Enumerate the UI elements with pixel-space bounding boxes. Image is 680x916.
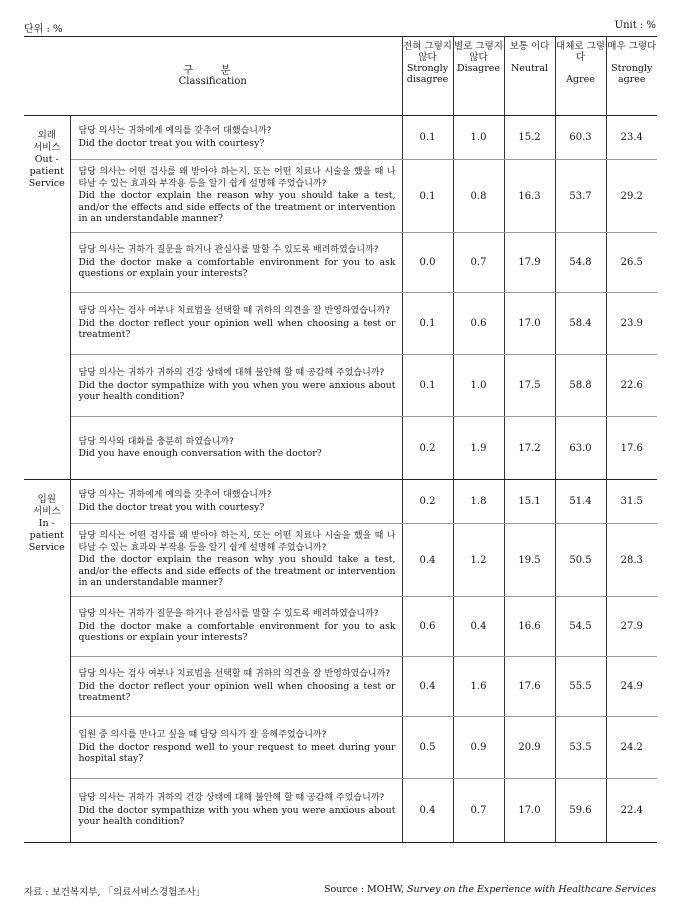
value-cell: 17.9 <box>504 233 555 293</box>
question-en: Did the doctor explain the reason why you should take a test, and/or the effects and side effects of the treatment or intervention in an understandable manner? <box>78 190 396 225</box>
question-ko: 담당 의사는 귀하가 질문을 하거나 관심사를 말할 수 있도록 배려하였습니까? <box>78 609 379 620</box>
question-cell <box>70 524 402 597</box>
question-ko: 담당 의사와 대화를 충분히 하였습니까? <box>78 436 234 447</box>
value-cell: 54.5 <box>555 597 606 657</box>
value-cell: 23.9 <box>606 293 657 355</box>
question-cell <box>70 116 402 160</box>
category-cell <box>24 116 70 480</box>
value-cell: 0.4 <box>402 524 453 597</box>
value-cell: 20.9 <box>504 717 555 779</box>
value-cell: 28.3 <box>606 524 657 597</box>
table-row <box>24 355 657 417</box>
table-row <box>24 480 657 524</box>
question-cell <box>70 597 402 657</box>
value-cell: 1.0 <box>453 116 504 160</box>
table-row <box>24 657 657 717</box>
value-cell: 16.6 <box>504 597 555 657</box>
unit-row <box>24 20 656 36</box>
question-cell <box>70 160 402 233</box>
question-en: Did the doctor respond well to your request to meet during your hospital stay? <box>78 741 396 765</box>
question-ko: 담당 의사는 검사 여부나 치료법을 선택할 때 귀하의 의견을 잘 반영하였습니까? <box>78 669 391 680</box>
table-row <box>24 293 657 355</box>
question-cell <box>70 480 402 524</box>
table-row <box>24 160 657 233</box>
value-cell: 0.9 <box>453 717 504 779</box>
value-cell: 0.5 <box>402 717 453 779</box>
question-cell <box>70 657 402 717</box>
question-ko: 담당 의사는 어떤 검사를 왜 받아야 하는지, 또는 어떤 치료나 시술을 했을 때 나타날 수 있는 효과와 부작용 등을 알기 쉽게 설명해 주었습니까? <box>78 531 396 553</box>
value-cell: 15.2 <box>504 116 555 160</box>
question-ko: 입원 중 의사를 만나고 싶을 때 담당 의사가 잘 응해주었습니까? <box>78 730 327 741</box>
value-cell: 29.2 <box>606 160 657 233</box>
table-row <box>24 717 657 779</box>
col-header-strongly-agree: 매우 그렇다 Strongly agree <box>606 37 657 116</box>
value-cell: 17.2 <box>504 417 555 480</box>
value-cell: 60.3 <box>555 116 606 160</box>
col-header-strongly-disagree: 전혀 그렇지 않다 Strongly disagree <box>402 37 453 116</box>
col-header-agree: 대체로 그렇다 Agree <box>555 37 606 116</box>
value-cell: 58.8 <box>555 355 606 417</box>
classification-en: Classification <box>178 76 247 87</box>
value-cell: 53.5 <box>555 717 606 779</box>
value-cell: 17.0 <box>504 293 555 355</box>
value-cell: 0.8 <box>453 160 504 233</box>
value-cell: 22.4 <box>606 779 657 843</box>
value-cell: 17.0 <box>504 779 555 843</box>
value-cell: 1.6 <box>453 657 504 717</box>
classification-header <box>24 37 402 116</box>
value-cell: 0.6 <box>453 293 504 355</box>
table-row <box>24 779 657 843</box>
question-en: Did the doctor make a comfortable environment for you to ask questions or explain your interests? <box>78 256 396 280</box>
value-cell: 53.7 <box>555 160 606 233</box>
value-cell: 17.6 <box>504 657 555 717</box>
unit-label-en: Unit : % <box>614 20 656 31</box>
question-ko: 담당 의사는 검사 여부나 치료법을 선택할 때 귀하의 의견을 잘 반영하였습니까? <box>78 306 391 317</box>
table-row <box>24 233 657 293</box>
value-cell: 0.1 <box>402 116 453 160</box>
value-cell: 24.9 <box>606 657 657 717</box>
value-cell: 63.0 <box>555 417 606 480</box>
source-ko: 자료 : 보건복지부, 「의료서비스경험조사」 <box>24 887 206 898</box>
table-row <box>24 417 657 480</box>
value-cell: 0.6 <box>402 597 453 657</box>
value-cell: 0.2 <box>402 480 453 524</box>
value-cell: 1.8 <box>453 480 504 524</box>
category-cell <box>24 480 70 843</box>
value-cell: 54.8 <box>555 233 606 293</box>
value-cell: 0.7 <box>453 233 504 293</box>
question-cell <box>70 233 402 293</box>
value-cell: 51.4 <box>555 480 606 524</box>
question-ko: 담당 의사는 귀하에게 예의를 갖추어 대했습니까? <box>78 126 272 136</box>
value-cell: 55.5 <box>555 657 606 717</box>
unit-label-ko: 단위 : % <box>24 24 63 35</box>
value-cell: 0.4 <box>453 597 504 657</box>
table-row <box>24 597 657 657</box>
classification-ko: 구 분 <box>182 64 243 76</box>
question-cell <box>70 779 402 843</box>
question-en: Did the doctor reflect your opinion well when choosing a test or treatment? <box>78 680 396 704</box>
value-cell: 59.6 <box>555 779 606 843</box>
value-cell: 17.5 <box>504 355 555 417</box>
survey-table <box>24 36 657 843</box>
question-ko: 담당 의사는 귀하가 귀하의 건강 상태에 대해 불안해 할 때 공감해 주었습니까? <box>78 368 385 379</box>
question-cell <box>70 355 402 417</box>
question-en: Did the doctor sympathize with you when you were anxious about your health condition? <box>78 379 396 403</box>
question-en: Did you have enough conversation with the doctor? <box>78 448 322 459</box>
table-header-row <box>24 37 657 116</box>
question-en: Did the doctor make a comfortable environment for you to ask questions or explain your interests? <box>78 620 396 644</box>
value-cell: 58.4 <box>555 293 606 355</box>
value-cell: 16.3 <box>504 160 555 233</box>
value-cell: 31.5 <box>606 480 657 524</box>
value-cell: 17.6 <box>606 417 657 480</box>
col-header-neutral: 보통 이다 Neutral <box>504 37 555 116</box>
question-en: Did the doctor explain the reason why you should take a test, and/or the effects and side effects of the treatment or intervention in an understandable manner? <box>78 554 396 589</box>
category-ko: 입원 서비스 <box>32 494 61 517</box>
question-en: Did the doctor treat you with courtesy? <box>78 501 265 513</box>
value-cell: 15.1 <box>504 480 555 524</box>
question-cell <box>70 417 402 480</box>
value-cell: 1.0 <box>453 355 504 417</box>
value-cell: 50.5 <box>555 524 606 597</box>
category-ko: 외래 서비스 <box>32 130 61 153</box>
table-row <box>24 116 657 160</box>
value-cell: 0.0 <box>402 233 453 293</box>
col-header-disagree: 별로 그렇지 않다 Disagree <box>453 37 504 116</box>
value-cell: 26.5 <box>606 233 657 293</box>
question-en: Did the doctor reflect your opinion well when choosing a test or treatment? <box>78 317 396 341</box>
table-row <box>24 524 657 597</box>
value-cell: 0.4 <box>402 779 453 843</box>
value-cell: 23.4 <box>606 116 657 160</box>
question-cell <box>70 293 402 355</box>
value-cell: 27.9 <box>606 597 657 657</box>
question-ko: 담당 의사는 어떤 검사를 왜 받아야 하는지, 또는 어떤 치료나 시술을 했을 때 나타날 수 있는 효과와 부작용 등을 알기 쉽게 설명해 주었습니까? <box>78 167 396 189</box>
category-en: Out -patient Service <box>28 154 65 189</box>
question-ko: 담당 의사는 귀하가 귀하의 건강 상태에 대해 불안해 할 때 공감해 주었습니까? <box>78 793 385 804</box>
value-cell: 22.6 <box>606 355 657 417</box>
value-cell: 1.2 <box>453 524 504 597</box>
value-cell: 0.1 <box>402 293 453 355</box>
source-en: Source : MOHW, Survey on the Experience with Healthcare Services <box>323 884 656 895</box>
value-cell: 19.5 <box>504 524 555 597</box>
category-en: In -patient Service <box>28 518 65 553</box>
value-cell: 0.7 <box>453 779 504 843</box>
value-cell: 0.2 <box>402 417 453 480</box>
value-cell: 0.1 <box>402 355 453 417</box>
value-cell: 0.1 <box>402 160 453 233</box>
question-cell <box>70 717 402 779</box>
value-cell: 0.4 <box>402 657 453 717</box>
value-cell: 1.9 <box>453 417 504 480</box>
question-ko: 담당 의사는 귀하에게 예의를 갖추어 대했습니까? <box>78 490 272 500</box>
question-en: Did the doctor treat you with courtesy? <box>78 137 265 149</box>
question-ko: 담당 의사는 귀하가 질문을 하거나 관심사를 말할 수 있도록 배려하였습니까? <box>78 245 379 256</box>
value-cell: 24.2 <box>606 717 657 779</box>
question-en: Did the doctor sympathize with you when you were anxious about your health condition? <box>78 804 396 828</box>
